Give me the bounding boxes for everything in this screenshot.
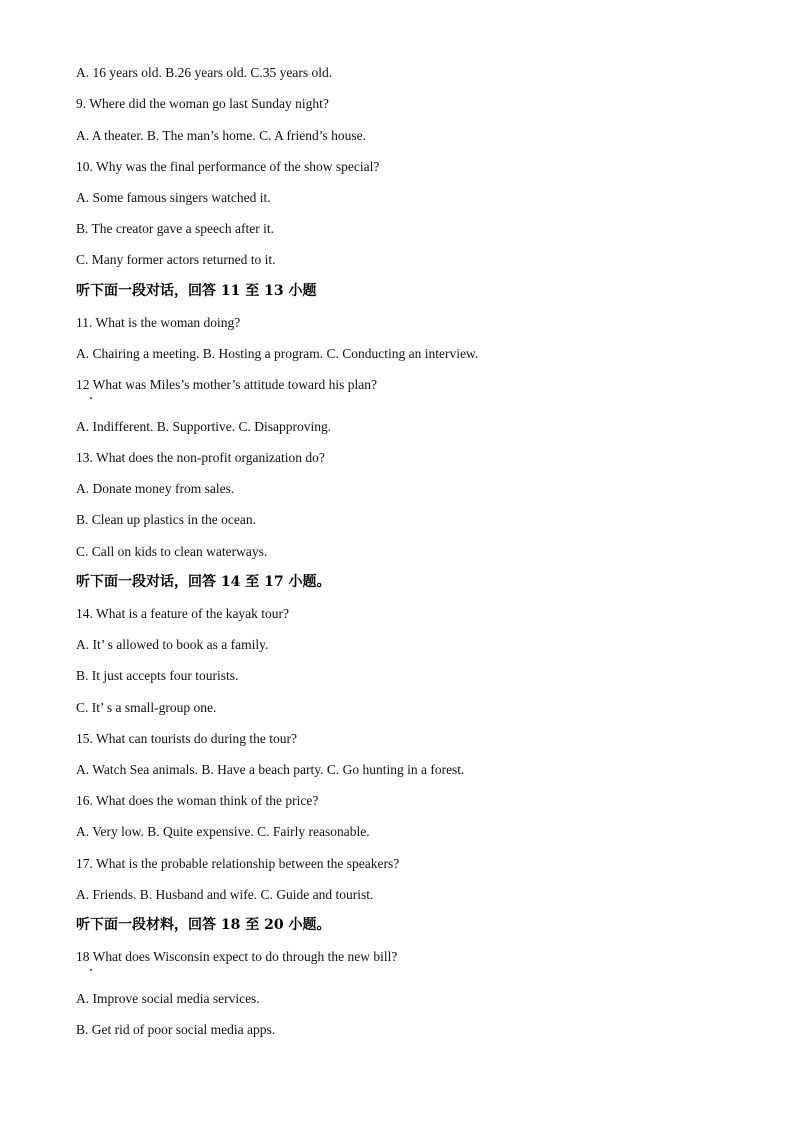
question-9: 9. Where did the woman go last Sunday night?	[76, 96, 329, 111]
option-14b: B. It just accepts four tourists.	[76, 668, 239, 683]
question-14: 14. What is a feature of the kayak tour?	[76, 606, 290, 621]
option-10a: A. Some famous singers watched it.	[76, 190, 271, 205]
option-13b: B. Clean up plastics in the ocean.	[76, 512, 256, 527]
option-13c: C. Call on kids to clean waterways.	[76, 544, 268, 559]
question-13: 13. What does the non-profit organization do?	[76, 450, 325, 465]
answer-options-q11: A. Chairing a meeting. B. Hosting a program. C. Conducting an interview.	[76, 346, 479, 361]
section-heading-18-20: 听下面一段材料，回答 18 至 20 小题。	[76, 917, 331, 933]
option-14a: A. It’ s allowed to book as a family.	[76, 637, 269, 652]
section-heading-11-13: 听下面一段对话，回答 11 至 13 小题	[76, 283, 317, 299]
question-16: 16. What does the woman think of the price?	[76, 793, 319, 808]
option-10c: C. Many former actors returned to it.	[76, 252, 276, 267]
answer-options-q8: A. 16 years old. B.26 years old. C.35 years old.	[76, 65, 333, 80]
stray-dot-mark	[90, 969, 92, 971]
question-18: 18 What does Wisconsin expect to do through the new bill?	[76, 949, 398, 964]
question-12: 12 What was Miles’s mother’s attitude toward his plan?	[76, 377, 377, 392]
question-15: 15. What can tourists do during the tour?	[76, 731, 297, 746]
option-13a: A. Donate money from sales.	[76, 481, 235, 496]
option-14c: C. It’ s a small-group one.	[76, 700, 217, 715]
answer-options-q15: A. Watch Sea animals. B. Have a beach party. C. Go hunting in a forest.	[76, 762, 465, 777]
option-18a: A. Improve social media services.	[76, 991, 260, 1006]
question-17: 17. What is the probable relationship between the speakers?	[76, 856, 400, 871]
answer-options-q17: A. Friends. B. Husband and wife. C. Guide and tourist.	[76, 887, 374, 902]
stray-dot-mark	[90, 397, 92, 399]
option-10b: B. The creator gave a speech after it.	[76, 221, 275, 236]
answer-options-q16: A. Very low. B. Quite expensive. C. Fairly reasonable.	[76, 824, 370, 839]
answer-options-q12: A. Indifferent. B. Supportive. C. Disapproving.	[76, 419, 332, 434]
question-10: 10. Why was the final performance of the show special?	[76, 159, 380, 174]
answer-options-q9: A. A theater. B. The man’s home. C. A friend’s house.	[76, 128, 366, 143]
option-18b: B. Get rid of poor social media apps.	[76, 1022, 276, 1037]
question-11: 11. What is the woman doing?	[76, 315, 241, 330]
section-heading-14-17: 听下面一段对话，回答 14 至 17 小题。	[76, 574, 331, 590]
